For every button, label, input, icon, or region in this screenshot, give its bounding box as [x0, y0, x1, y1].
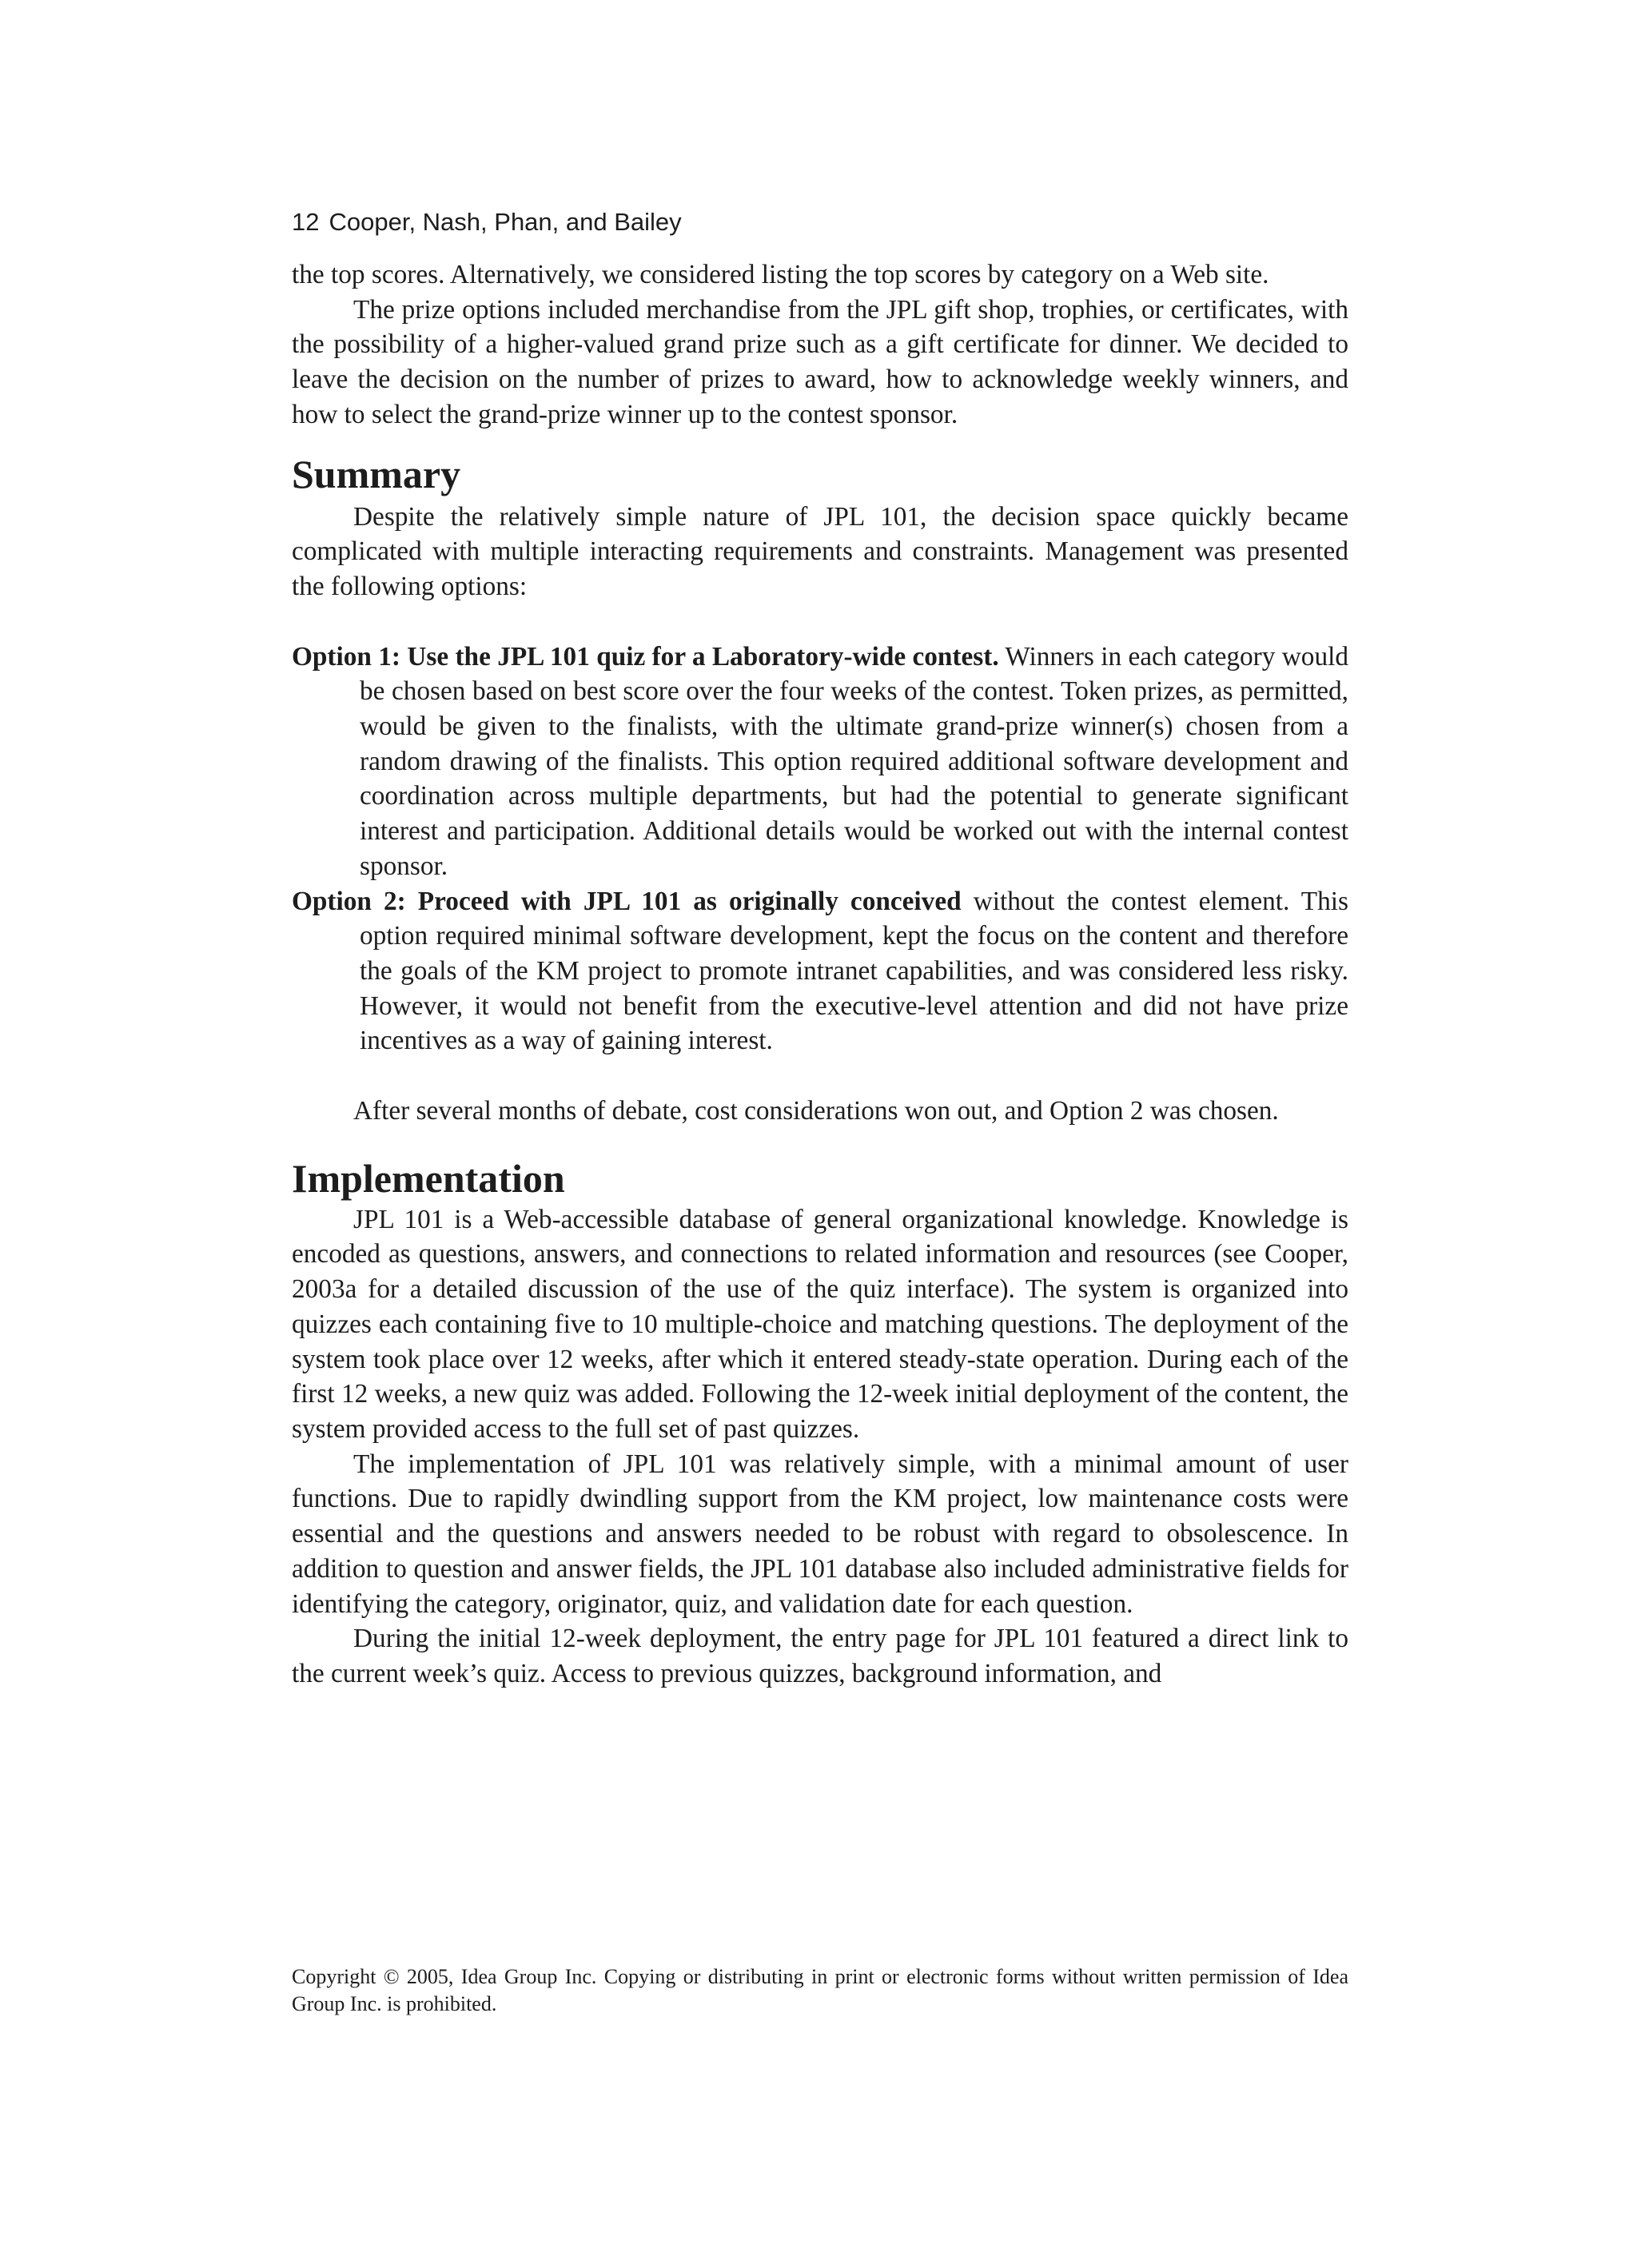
summary-heading: Summary: [292, 451, 461, 496]
page-content: [292, 206, 1348, 1692]
running-head: [292, 206, 1348, 238]
option-2: [292, 884, 1348, 1059]
implementation-heading: Implementation: [292, 1155, 565, 1201]
option-2-text: without the contest element. This option required minimal software development, kept the focus on the content and therefore the goals of the KM project to promote intranet capabilities, and was considered less risky. However, it would not benefit from the executive-level attention and did not have prize incentives as a way of gaining interest.: [360, 886, 1348, 1056]
options-list: [292, 640, 1348, 1058]
summary-paragraph-2: After several months of debate, cost considerations won out, and Option 2 was chosen.: [353, 1096, 1279, 1126]
option-1-text: Winners in each category would be chosen based on best score over the four weeks of the contest. Token prizes, as permitted, would be given to the finalists, with the ultimate grand-prize winner(s) chosen from a random drawing of the finalists. This option required additional software development and coordination across multiple departments, but had the potential to generate significant interest and participation. Additional details would be worked out with the internal contest sponsor.: [360, 641, 1348, 881]
implementation-paragraph-1: JPL 101 is a Web-accessible database of general organizational knowledge. Knowledge is encoded as questions, answers, and connections to related information and resources (see Cooper, 2003a for a detailed discussion of the use of the quiz interface). The system is organized into quizzes each containing five to 10 multiple-choice and matching questions. The deployment of the system took place over 12 weeks, after which it entered steady-state operation. During each of the first 12 weeks, a new quiz was added. Following the 12-week initial deployment of the content, the system provided access to the full set of past quizzes.: [292, 1204, 1348, 1444]
option-1-lead: Option 1: Use the JPL 101 quiz for a Laboratory-wide contest.: [292, 641, 999, 672]
implementation-paragraph-2: The implementation of JPL 101 was relatively simple, with a minimal amount of user functions. Due to rapidly dwindling support from the KM project, low maintenance costs were essential and the questions and answers needed to be robust with regard to obsolescence. In addition to question and answer fields, the JPL 101 database also included administrative fields for identifying the category, originator, quiz, and validation date for each question.: [292, 1449, 1348, 1619]
implementation-paragraph-3: During the initial 12-week deployment, the entry page for JPL 101 featured a direct link to the current week’s quiz. Access to previous quizzes, background information, and: [292, 1624, 1348, 1688]
running-head-authors: Cooper, Nash, Phan, and Bailey: [329, 208, 682, 236]
option-1: [292, 640, 1348, 884]
intro-paragraph-1: the top scores. Alternatively, we considered listing the top scores by category on a Web site.: [292, 260, 1269, 289]
option-2-lead: Option 2: Proceed with JPL 101 as originally conceived: [292, 886, 962, 916]
copyright-footer: Copyright © 2005, Idea Group Inc. Copying or distributing in print or electronic forms without written permission of Idea Group Inc. is prohibited.: [292, 1965, 1348, 2015]
intro-paragraph-2: The prize options included merchandise from the JPL gift shop, trophies, or certificates, with the possibility of a higher-valued grand prize such as a gift certificate for dinner. We decided to leave the decision on the number of prizes to award, how to acknowledge weekly winners, and how to select the grand-prize winner up to the contest sponsor.: [292, 294, 1348, 429]
page-number: 12: [292, 208, 320, 236]
summary-paragraph-1: Despite the relatively simple nature of JPL 101, the decision space quickly became complicated with multiple interacting requirements and constraints. Management was presented the following options:: [292, 501, 1348, 601]
